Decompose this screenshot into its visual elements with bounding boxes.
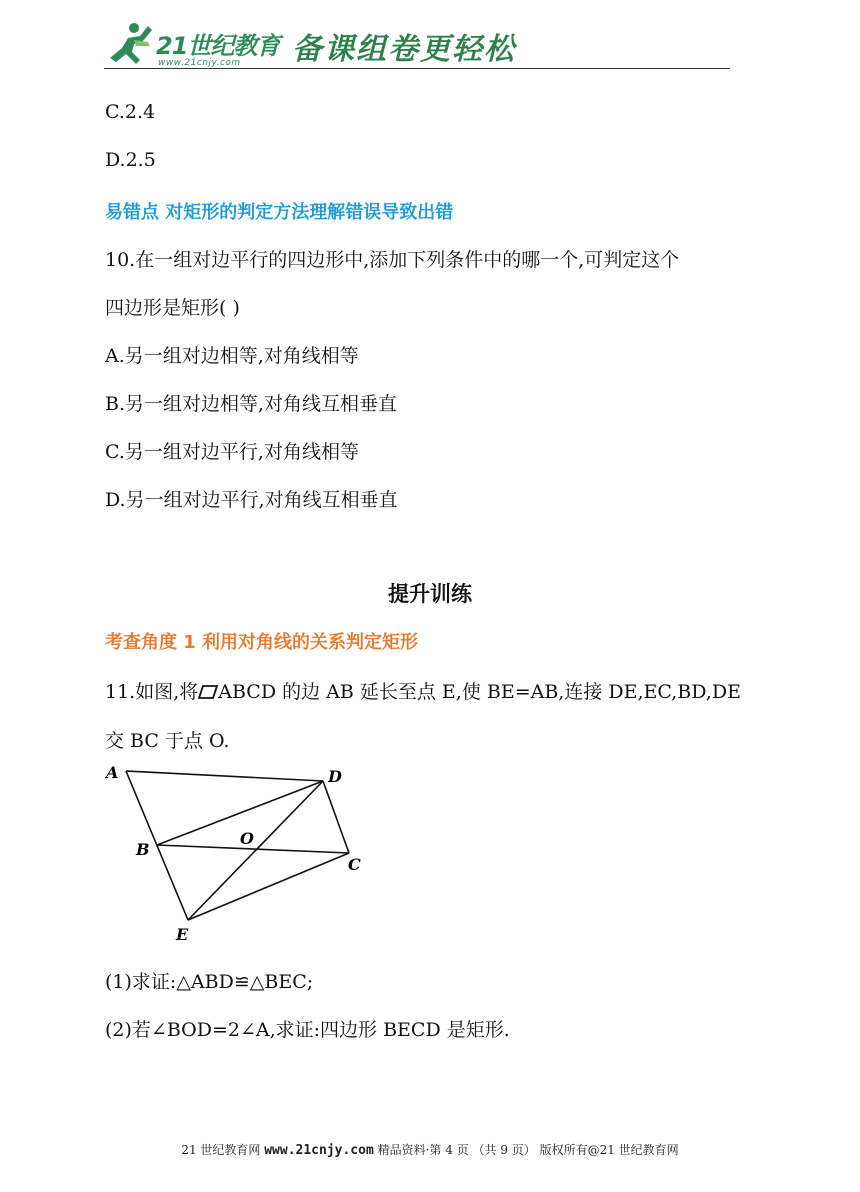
question-11-line-2: 交 BC 于点 O. [105,730,230,752]
segment-EC [188,853,349,920]
error-point-heading: 易错点 对矩形的判定方法理解错误导致出错 [105,202,454,223]
option-c-prev: C.2.4 [105,101,156,123]
question-10-option-a: A.另一组对边相等,对角线相等 [105,345,359,367]
option-d-prev: D.2.5 [105,149,156,171]
segment-DC [323,781,349,853]
label-O: O [240,829,254,848]
page-footer [0,1141,860,1158]
question-11-part-1: (1)求证:△ABD≌△BEC; [105,971,314,993]
runner-logo-icon [104,20,156,66]
label-A: A [106,763,119,782]
question-11-suffix: ABCD 的边 AB 延长至点 E,使 BE=AB,连接 DE,EC,BD,DE [218,681,741,703]
question-10-option-d: D.另一组对边平行,对角线互相垂直 [105,489,398,511]
brand-url: www.21cnjy.com [158,58,241,68]
header-slogan: 备课组卷更轻松 [292,32,516,67]
header-rule [104,68,730,69]
label-B: B [136,840,150,859]
segment-AD [126,771,323,781]
question-11-prefix: 11.如图,将 [105,681,199,703]
question-11-line-1 [105,677,741,704]
question-10-option-c: C.另一组对边平行,对角线相等 [105,441,359,463]
geometry-figure [100,758,370,948]
question-10-option-b: B.另一组对边相等,对角线互相垂直 [105,393,398,415]
footer-left: 21 世纪教育网 [181,1143,265,1157]
label-D: D [328,767,342,786]
question-10-line-2: 四边形是矩形( ) [105,297,240,319]
question-10-line-1: 10.在一组对边平行的四边形中,添加下列条件中的哪一个,可判定这个 [105,249,680,271]
question-11-part-2: (2)若∠BOD=2∠A,求证:四边形 BECD 是矩形. [105,1019,510,1041]
label-E: E [176,925,189,944]
label-C: C [348,855,361,874]
footer-site-link[interactable]: www.21cnjy.com [264,1143,374,1158]
page-header [104,18,730,74]
brand-name: 21世纪教育 [156,32,280,60]
angle-heading: 考查角度 1 利用对角线的关系判定矩形 [105,632,419,653]
footer-right: 精品资料·第 4 页 （共 9 页） 版权所有@21 世纪教育网 [373,1143,679,1157]
parallelogram-icon [198,685,218,699]
section-title: 提升训练 [388,582,472,606]
